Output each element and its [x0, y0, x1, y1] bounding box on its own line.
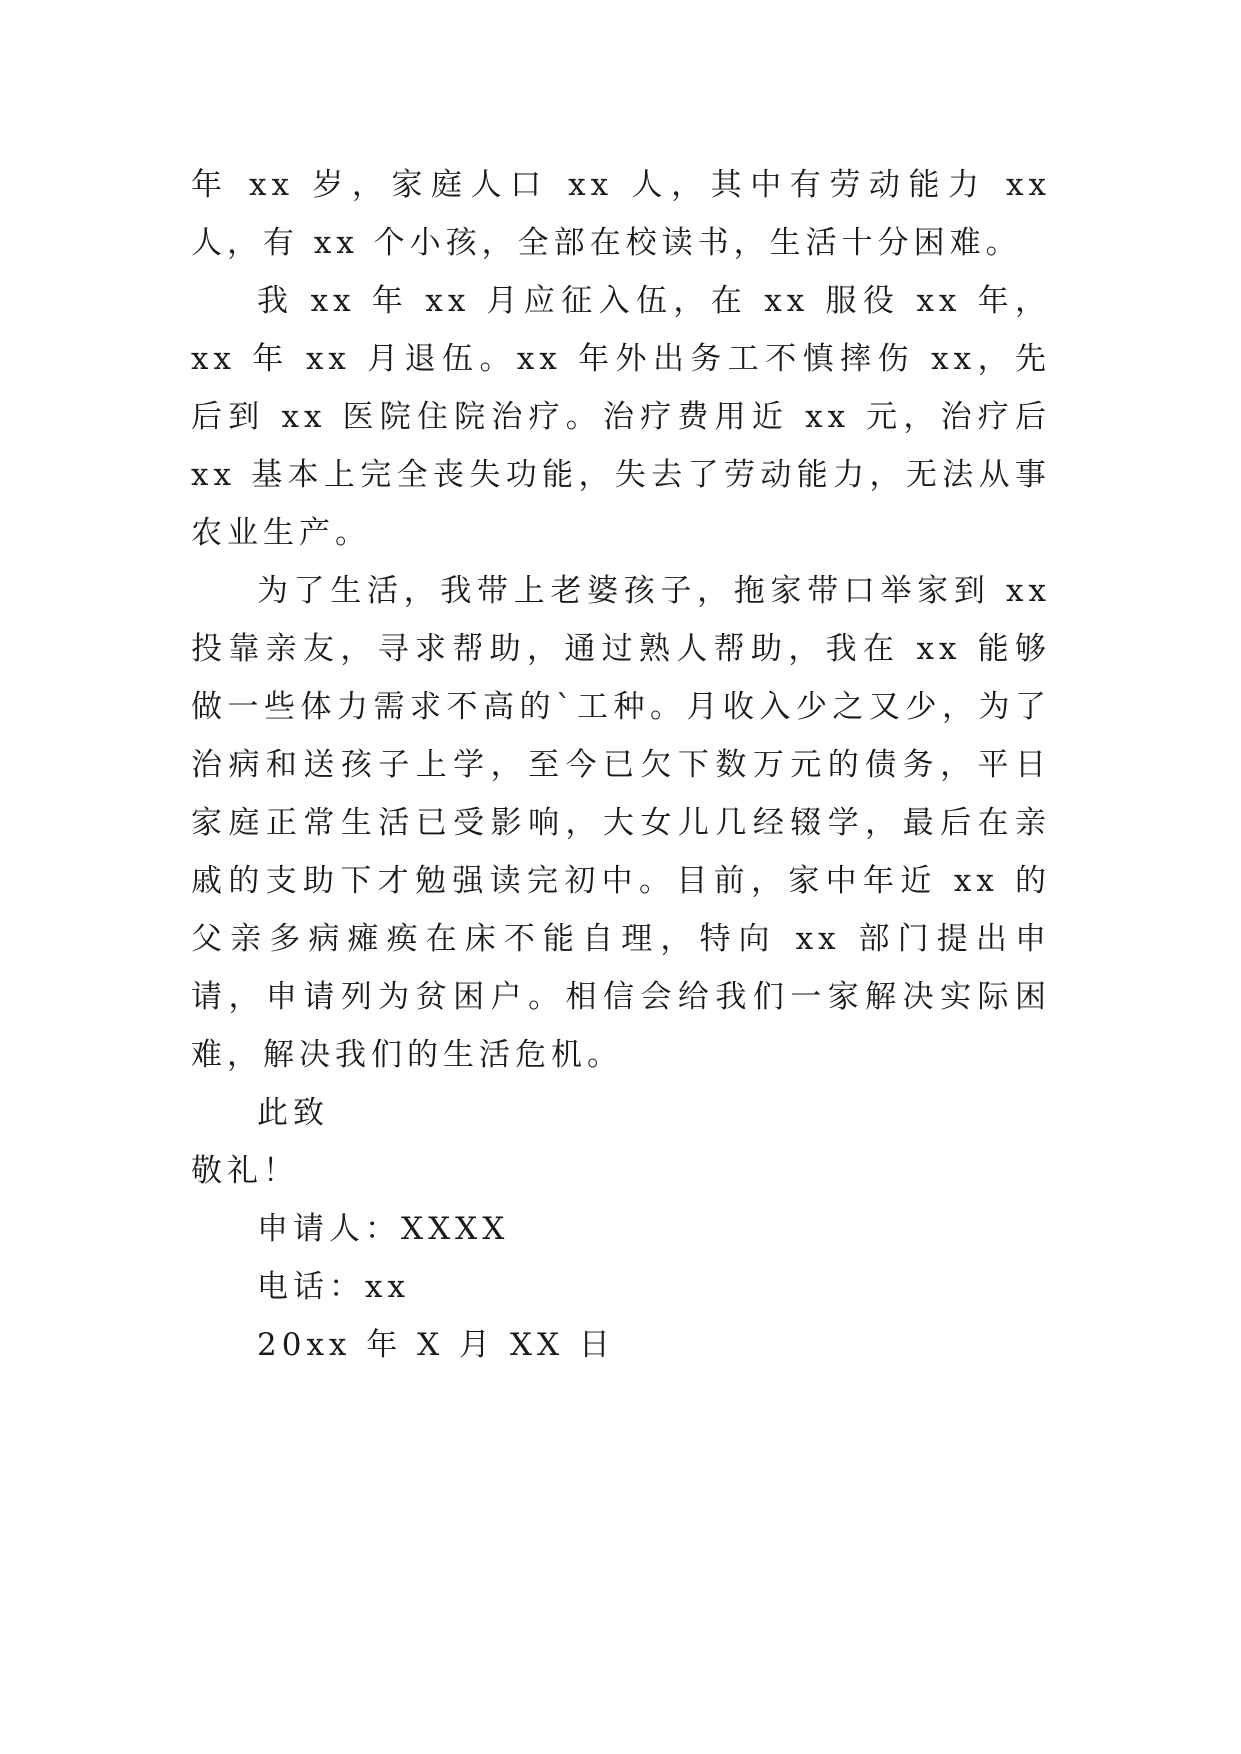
letter-body — [191, 156, 1051, 1374]
paragraph-military-injury: 我 xx 年 xx 月应征入伍，在 xx 服役 xx 年，xx 年 xx 月退伍。xx 年外出务工不慎摔伤 xx，先后到 xx 医院住院治疗。治疗费用近 xx 元，治疗后 xx 基本上完全丧失功能，失去了劳动能力，无法从事农业生产。 — [191, 283, 1051, 551]
letter-date: 20xx 年 X 月 XX 日 — [257, 1327, 615, 1363]
closing-text: 此致 — [257, 1095, 329, 1131]
phone-number: 电话：xx — [257, 1269, 410, 1305]
paragraph-application-reason: 为了生活，我带上老婆孩子，拖家带口举家到 xx 投靠亲友，寻求帮助，通过熟人帮助，我在 xx 能够做一些体力需求不高的`工种。月收入少之又少，为了治病和送孩子上学，至今已欠下数万元的债务，平日家庭正常生活已受影响，大女儿几经辍学，最后在亲戚的支助下才勉强读完初中。目前，家中年近 xx 的父亲多病瘫痪在床不能自理，特向 xx 部门提出申请，申请列为贫困户。相信会给我们一家解决实际困难，解决我们的生活危机。 — [191, 573, 1051, 1073]
applicant-signature: 申请人：XXXX — [257, 1211, 510, 1247]
salutation-text: 敬礼！ — [191, 1153, 299, 1189]
paragraph-family-info: 年 xx 岁，家庭人口 xx 人，其中有劳动能力 xx 人，有 xx 个小孩，全部在校读书，生活十分困难。 — [191, 167, 1051, 261]
